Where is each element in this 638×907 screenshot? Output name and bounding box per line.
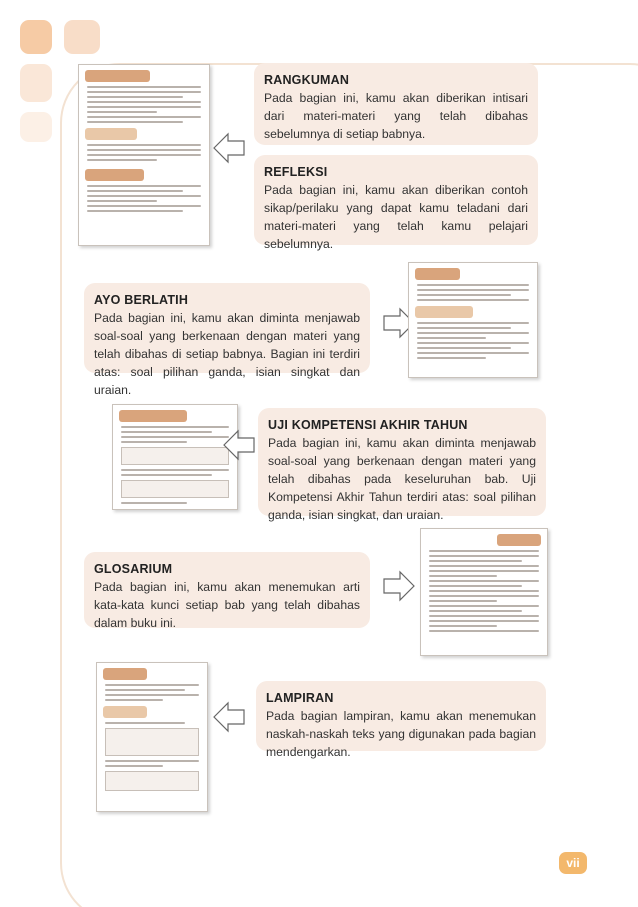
uji-kompetensi-title: UJI KOMPETENSI AKHIR TAHUN: [268, 418, 468, 432]
ayo-berlatih-box: [84, 283, 370, 397]
thumbnail-glosarium-page: [420, 528, 548, 656]
arrow-left-icon: [212, 700, 246, 734]
decorative-square: [64, 20, 100, 54]
refleksi-title: REFLEKSI: [264, 165, 328, 179]
refleksi-box: [254, 155, 538, 251]
arrow-left-icon: [222, 428, 256, 462]
rangkuman-body: Pada bagian ini, kamu akan diberikan intisari dari materi-materi yang telah dibahas sebelumnya di setiap babnya.: [264, 91, 528, 141]
arrow-right-icon: [382, 569, 416, 603]
rangkuman-box: [254, 63, 538, 145]
thumbnail-uji-kompetensi-page: [112, 404, 238, 510]
page-number: vii: [559, 852, 587, 874]
ayo-berlatih-title: AYO BERLATIH: [94, 293, 189, 307]
uji-kompetensi-box: [258, 408, 546, 522]
glosarium-box: [84, 552, 370, 628]
arrow-left-icon: [212, 131, 246, 165]
glosarium-body: Pada bagian ini, kamu akan menemukan arti kata-kata kunci setiap bab yang telah dibahas dalam buku ini.: [94, 580, 360, 630]
lampiran-body: Pada bagian lampiran, kamu akan menemukan naskah-naskah teks yang digunakan pada bagian mendengarkan.: [266, 709, 536, 759]
uji-kompetensi-body: Pada bagian ini, kamu akan diminta menjawab soal-soal yang berkenaan dengan materi yang telah dibahas pada keseluruhan bab. Uji Kompetensi Akhir Tahun terdiri atas: soal pilihan ganda, isian singkat, dan uraian.: [268, 436, 536, 522]
decorative-square: [20, 112, 52, 142]
decorative-square: [20, 20, 52, 54]
thumbnail-ayo-berlatih-page: [408, 262, 538, 378]
decorative-square: [20, 64, 52, 102]
refleksi-body: Pada bagian ini, kamu akan diberikan contoh sikap/perilaku yang dapat kamu teladani dari materi-materi yang telah kamu pelajari sebelumnya.: [264, 183, 528, 251]
glosarium-title: GLOSARIUM: [94, 562, 173, 576]
thumbnail-rangkuman-page: [78, 64, 210, 246]
lampiran-title: LAMPIRAN: [266, 691, 334, 705]
lampiran-box: [256, 681, 546, 759]
thumbnail-lampiran-page: [96, 662, 208, 812]
ayo-berlatih-body: Pada bagian ini, kamu akan diminta menjawab soal-soal yang berkenaan dengan materi yang telah dibahas di setiap babnya. Bagian ini terdiri atas: soal pilihan ganda, isian singkat dan uraian.: [94, 311, 360, 397]
rangkuman-title: RANGKUMAN: [264, 73, 350, 87]
